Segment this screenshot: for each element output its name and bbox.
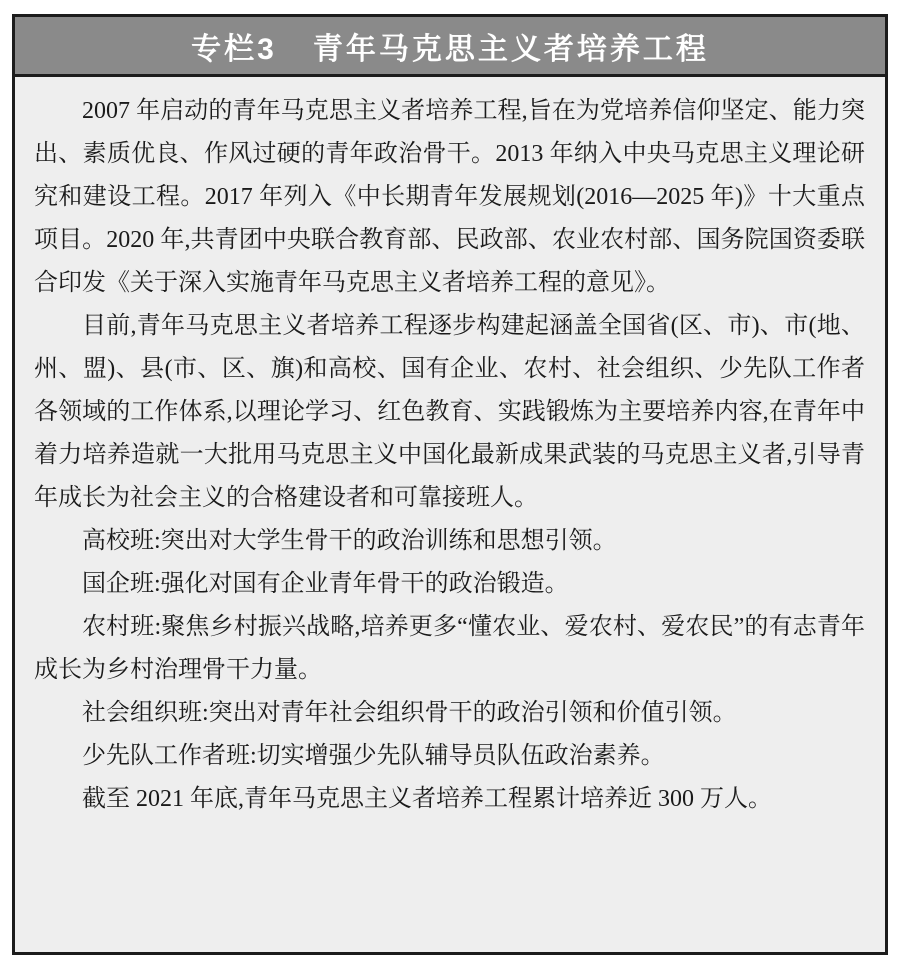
column-body [15,77,885,821]
paragraph-university-class: 高校班:突出对大学生骨干的政治训练和思想引领。 [82,528,617,554]
paragraph-current-system: 目前,青年马克思主义者培养工程逐步构建起涵盖全国省(区、市)、市(地、州、盟)、县(市、区、旗)和高校、国有企业、农村、社会组织、少先队工作者各领域的工作体系,以理论学习、红色教育、实践锻炼为主要培养内容,在青年中着力培养造就一大批用马克思主义中国化最新成果武装的马克思主义者,引导青年成长为社会主义的合格建设者和可靠接班人。 [34,313,865,511]
paragraph-young-pioneers-class: 少先队工作者班:切实增强少先队辅导员队伍政治素养。 [82,743,665,769]
paragraph-soe-class: 国企班:强化对国有企业青年骨干的政治锻造。 [82,571,569,597]
paragraph-rural-class: 农村班:聚焦乡村振兴战略,培养更多“懂农业、爱农村、爱农民”的有志青年成长为乡村治理骨干力量。 [34,614,865,683]
paragraph-total-trained: 截至 2021 年底,青年马克思主义者培养工程累计培养近 300 万人。 [82,786,772,812]
column-box [12,14,888,955]
column-title: 青年马克思主义者培养工程 [312,32,709,66]
column-header [15,17,885,77]
paragraph-intro: 2007 年启动的青年马克思主义者培养工程,旨在为党培养信仰坚定、能力突出、素质优良、作风过硬的青年政治骨干。2013 年纳入中央马克思主义理论研究和建设工程。2017 年列入《中长期青年发展规划(2016—2025 年)》十大重点项目。2020 年,共青团中央联合教育部、民政部、农业农村部、国务院国资委联合印发《关于深入实施青年马克思主义者培养工程的意见》。 [34,98,865,296]
paragraph-social-org-class: 社会组织班:突出对青年社会组织骨干的政治引领和价值引领。 [82,700,737,726]
column-label: 专栏3 [191,32,277,66]
